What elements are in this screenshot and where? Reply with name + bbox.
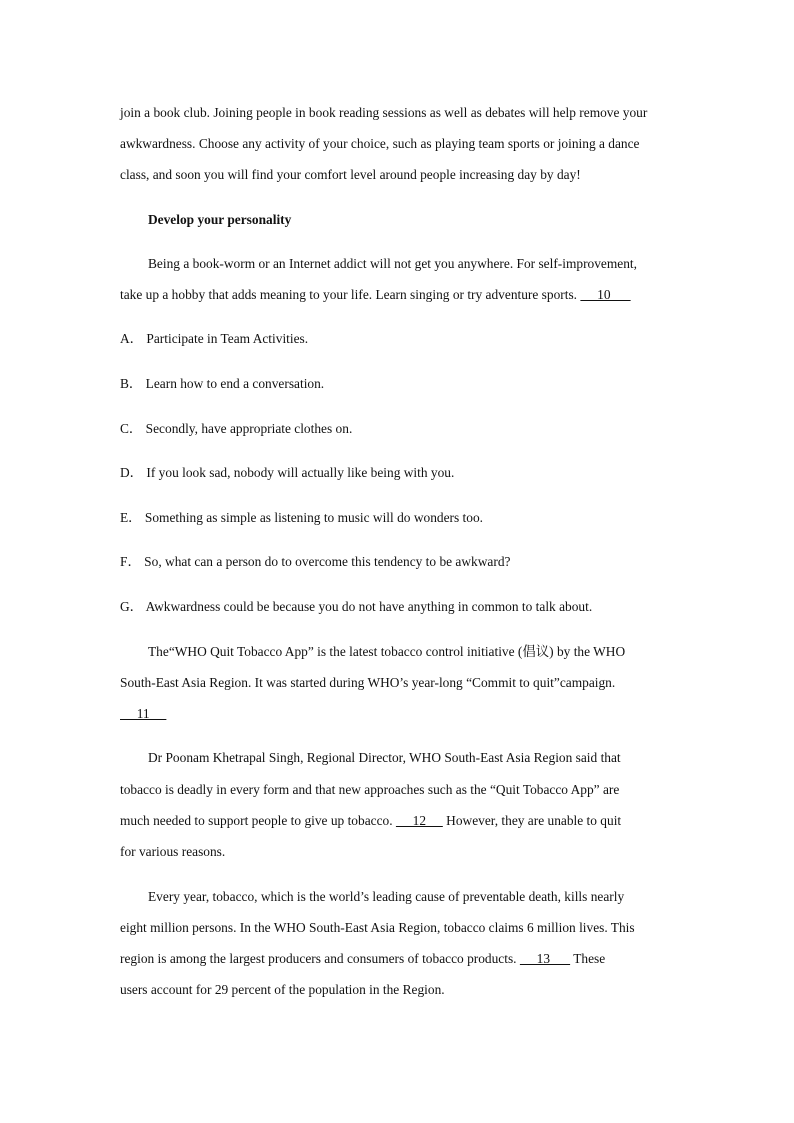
director-line-1: Dr Poonam Khetrapal Singh, Regional Director, WHO South-East Asia Region said that [148,750,621,765]
personality-line-2-text: take up a hobby that adds meaning to your life. Learn singing or try adventure sports. [120,287,578,302]
book-club-line-2: awkwardness. Choose any activity of your choice, such as playing team sports or joining a dance [120,136,640,151]
personality-line-1: Being a book-worm or an Internet addict will not get you anywhere. For self-improvement, [148,256,637,271]
option-a: A． Participate in Team Activities. [120,331,309,346]
who-app-line-1: The“WHO Quit Tobacco App” is the latest tobacco control initiative (倡议) by the WHO [148,644,626,659]
who-app-line-3 [120,705,166,723]
director-line-2: tobacco is deadly in every form and that new approaches such as the “Quit Tobacco App” are [120,782,620,797]
who-app-line-2: South-East Asia Region. It was started during WHO’s year-long “Commit to quit”campaign. [120,675,616,690]
director-line-3-before: much needed to support people to give up tobacco. [120,813,393,828]
option-f: F． So, what can a person do to overcome this tendency to be awkward? [120,554,511,569]
every-year-line-3-after: These [573,951,606,966]
option-g: G． Awkwardness could be because you do not have anything in common to talk about. [120,599,593,614]
every-year-line-4: users account for 29 percent of the population in the Region. [120,982,445,997]
blank-11: 11 [120,706,167,721]
option-c: C． Secondly, have appropriate clothes on. [120,421,353,436]
every-year-line-1: Every year, tobacco, which is the world’s leading cause of preventable death, kills nearly [148,889,625,904]
every-year-line-2: eight million persons. In the WHO South-East Asia Region, tobacco claims 6 million lives. This [120,920,635,935]
director-line-4: for various reasons. [120,844,226,859]
option-d: D． If you look sad, nobody will actually like being with you. [120,465,455,480]
book-club-line-1: join a book club. Joining people in book reading sessions as well as debates will help remove your [120,105,648,120]
personality-line-2 [120,286,631,304]
option-e: E． Something as simple as listening to music will do wonders too. [120,510,484,525]
every-year-line-3-before: region is among the largest producers and consumers of tobacco products. [120,951,517,966]
option-b: B． Learn how to end a conversation. [120,376,325,391]
book-club-line-3: class, and soon you will find your comfort level around people increasing day by day! [120,167,581,182]
blank-10: 10 [580,287,631,302]
blank-13: 13 [519,951,571,966]
blank-12: 12 [395,813,443,828]
director-line-3 [120,812,621,830]
every-year-line-3 [120,950,605,968]
director-line-3-after: However, they are unable to quit [446,813,622,828]
section-heading: Develop your personality [148,212,292,227]
